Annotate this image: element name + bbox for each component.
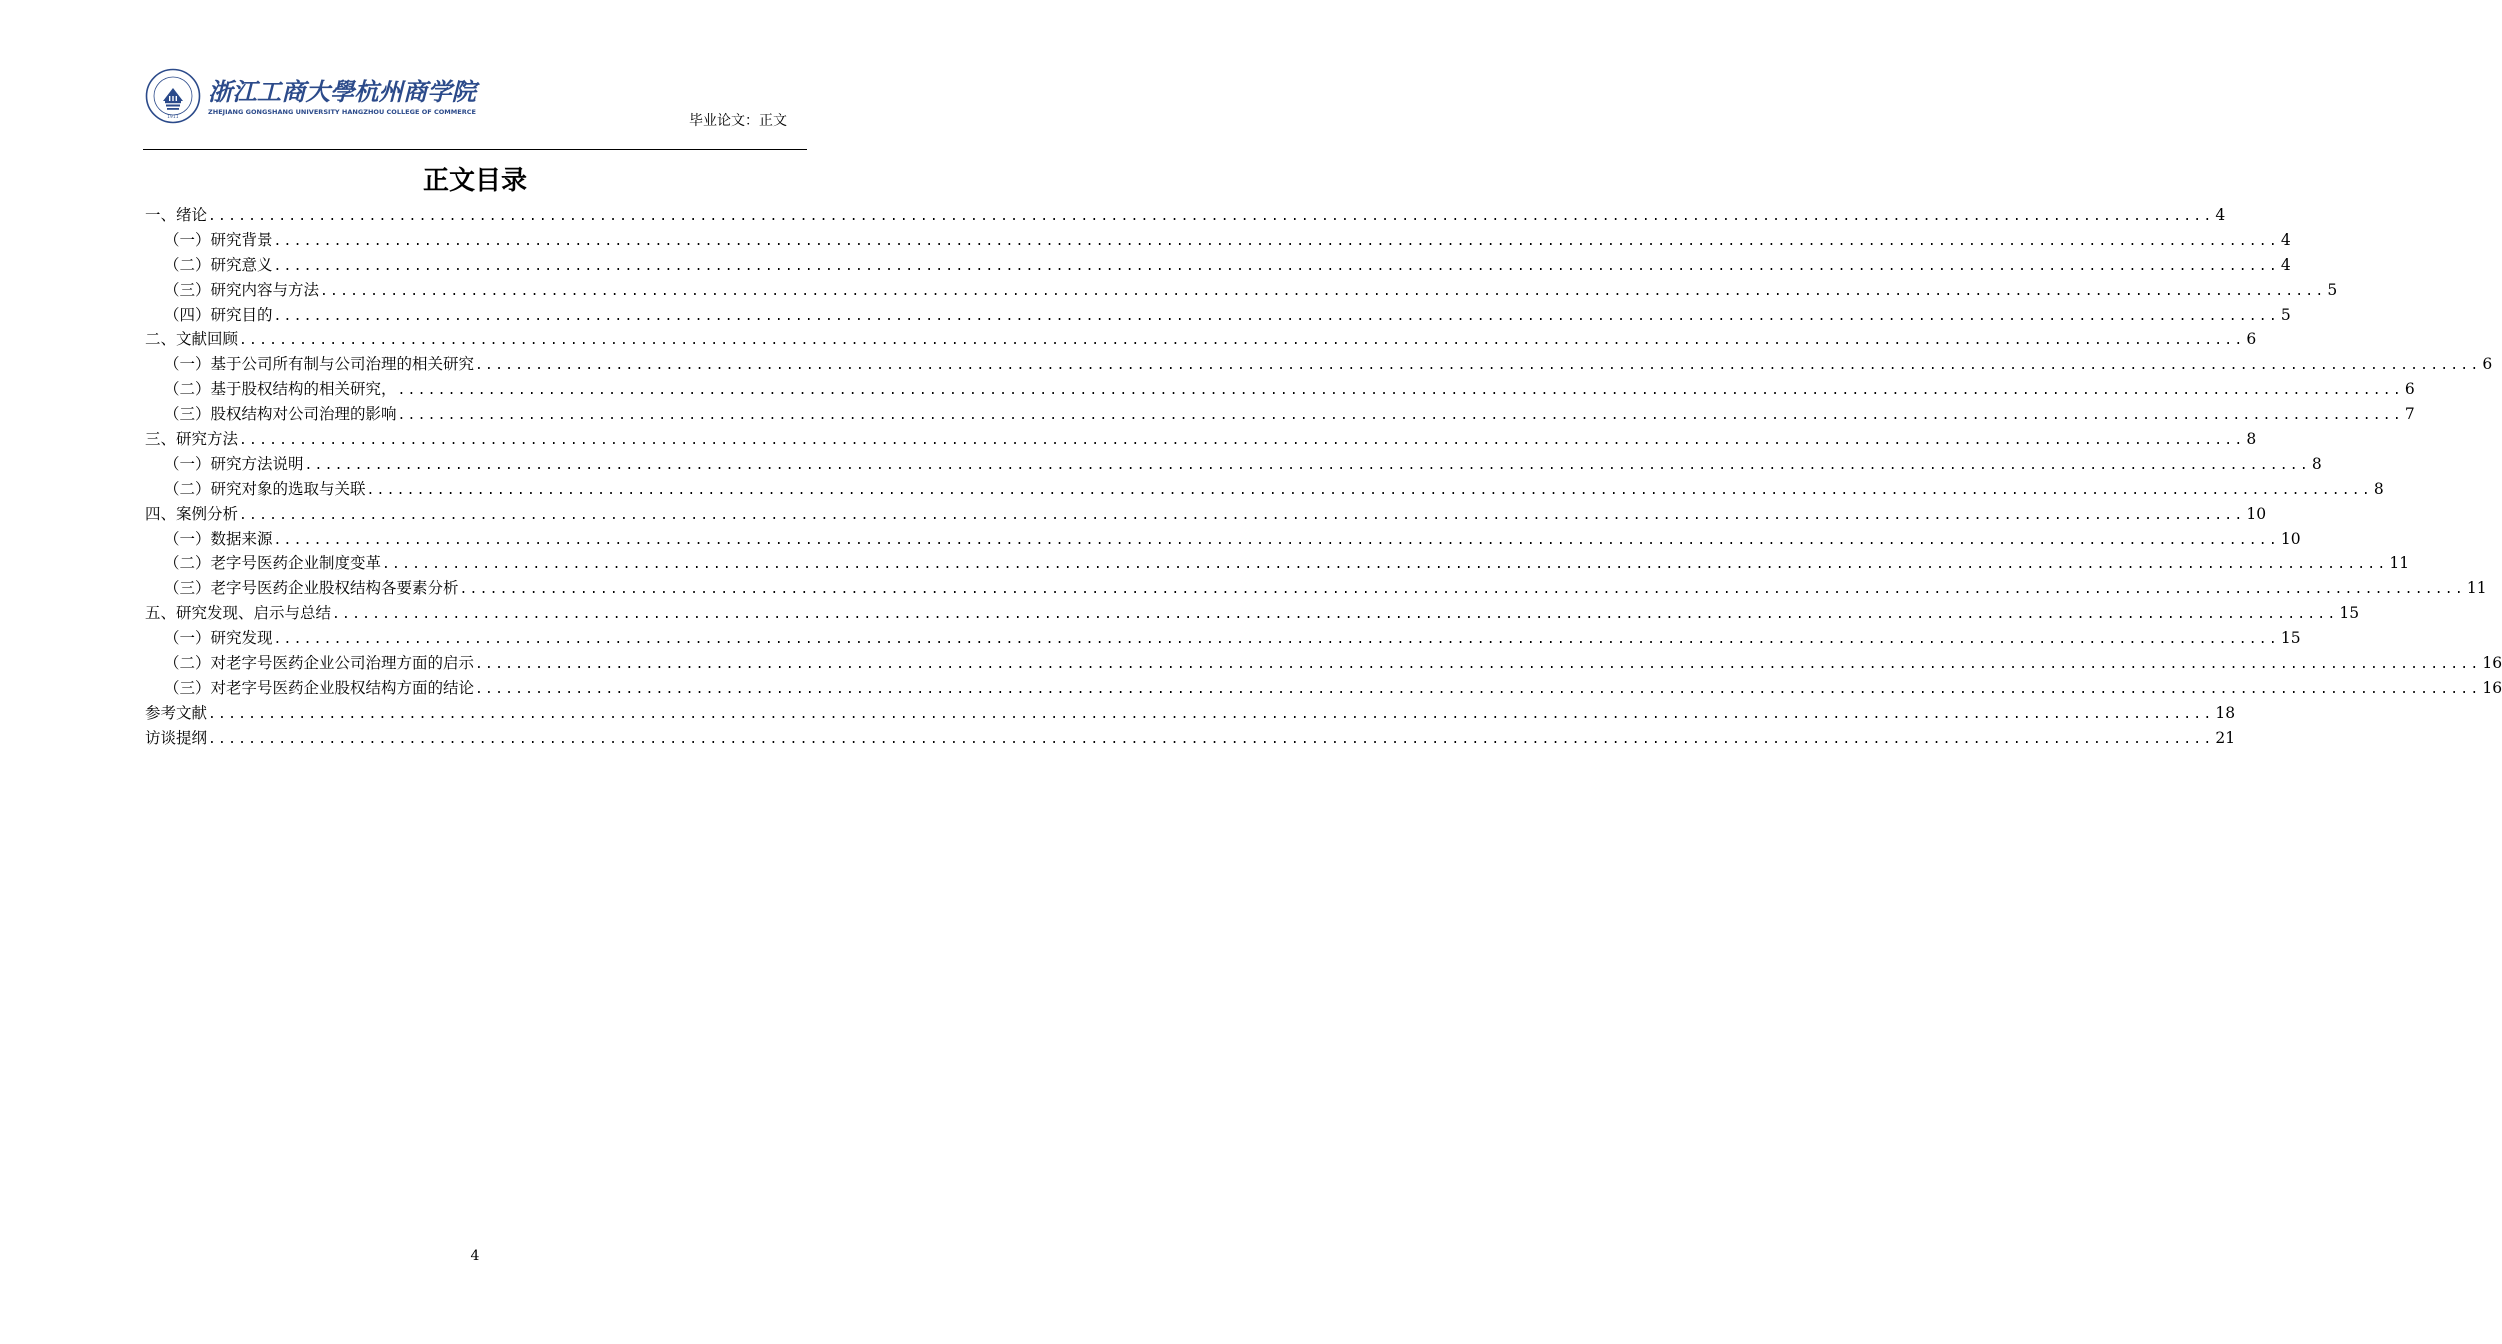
table-of-contents bbox=[145, 203, 2502, 751]
toc-entry[interactable] bbox=[145, 651, 2502, 676]
toc-dot-leader: ........................................................................................................................................................................................................ bbox=[208, 706, 2214, 722]
toc-entry[interactable] bbox=[145, 352, 2493, 377]
header-section-label: 毕业论文：正文 bbox=[689, 113, 787, 129]
toc-entry-page: 15 bbox=[2339, 604, 2360, 623]
toc-entry-title: 二、文献回顾 bbox=[145, 330, 239, 349]
toc-dot-leader: ........................................................................................................................................................................................................ bbox=[273, 632, 2279, 648]
toc-entry-title: （三）对老字号医药企业股权结构方面的结论 bbox=[164, 678, 475, 697]
toc-entry-page: 5 bbox=[2327, 280, 2338, 299]
toc-entry[interactable] bbox=[145, 303, 2291, 328]
toc-entry-title: 一、绪论 bbox=[145, 206, 208, 224]
toc-entry[interactable] bbox=[145, 228, 2291, 253]
toc-entry[interactable] bbox=[145, 551, 2410, 576]
toc-entry-page: 8 bbox=[2373, 479, 2384, 498]
toc-entry[interactable] bbox=[145, 402, 2415, 427]
toc-dot-leader: ........................................................................................................................................................................................................ bbox=[320, 283, 2326, 299]
toc-entry-page: 8 bbox=[2311, 454, 2322, 473]
toc-entry-page: 11 bbox=[2389, 554, 2410, 573]
toc-entry-title: （一）基于公司所有制与公司治理的相关研究 bbox=[164, 355, 475, 374]
toc-entry-title: （二）研究意义 bbox=[164, 255, 273, 274]
toc-entry[interactable] bbox=[145, 203, 2226, 228]
toc-entry[interactable] bbox=[145, 626, 2301, 651]
toc-entry-page: 10 bbox=[2280, 529, 2301, 548]
toc-entry-title: 三、研究方法 bbox=[145, 430, 239, 449]
toc-entry-page: 6 bbox=[2482, 355, 2493, 374]
toc-entry-page: 4 bbox=[2215, 206, 2226, 224]
toc-entry[interactable] bbox=[145, 452, 2322, 477]
toc-entry-page: 16 bbox=[2482, 678, 2502, 697]
toc-entry[interactable] bbox=[145, 601, 2360, 626]
toc-dot-leader: ........................................................................................................................................................................................................ bbox=[208, 731, 2214, 747]
toc-entry[interactable] bbox=[145, 701, 2236, 726]
header-divider bbox=[143, 149, 807, 150]
toc-dot-leader: ........................................................................................................................................................................................................ bbox=[366, 482, 2372, 498]
toc-dot-leader: ........................................................................................................................................................................................................ bbox=[332, 607, 2338, 623]
toc-entry-title: 参考文献 bbox=[145, 703, 208, 722]
svg-text:1911: 1911 bbox=[167, 114, 179, 119]
toc-dot-leader: ........................................................................................................................................................................................................ bbox=[273, 532, 2279, 548]
toc-dot-leader: ........................................................................................................................................................................................................ bbox=[475, 657, 2481, 673]
page-number: 4 bbox=[470, 1248, 480, 1264]
toc-dot-leader: ........................................................................................................................................................................................................ bbox=[397, 383, 2403, 399]
toc-entry[interactable] bbox=[145, 576, 2487, 601]
toc-entry-page: 8 bbox=[2246, 430, 2257, 449]
toc-entry[interactable] bbox=[145, 726, 2236, 751]
toc-entry-title: （一）研究背景 bbox=[164, 230, 273, 249]
logo-english-name: ZHEJIANG GONGSHANG UNIVERSITY HANGZHOU COLLEGE OF COMMERCE bbox=[208, 108, 476, 116]
toc-entry-title: 访谈提纲 bbox=[145, 728, 208, 747]
toc-dot-leader: ........................................................................................................................................................................................................ bbox=[273, 308, 2279, 324]
toc-entry-title: （二）基于股权结构的相关研究， bbox=[164, 380, 397, 399]
logo-chinese-name: 浙江工商大學杭州商学院 bbox=[208, 77, 481, 106]
toc-entry[interactable] bbox=[145, 253, 2291, 278]
toc-entry[interactable] bbox=[145, 278, 2338, 303]
toc-dot-leader: ........................................................................................................................................................................................................ bbox=[273, 258, 2279, 274]
toc-entry-title: （二）对老字号医药企业公司治理方面的启示 bbox=[164, 654, 475, 673]
toc-entry-title: （一）研究方法说明 bbox=[164, 454, 304, 473]
toc-entry[interactable] bbox=[145, 377, 2415, 402]
toc-entry-title: （一）数据来源 bbox=[164, 529, 273, 548]
toc-entry-page: 5 bbox=[2280, 305, 2291, 324]
toc-dot-leader: ........................................................................................................................................................................................................ bbox=[475, 681, 2481, 697]
toc-entry[interactable] bbox=[145, 676, 2502, 701]
toc-entry[interactable] bbox=[145, 502, 2267, 527]
toc-entry-title: （四）研究目的 bbox=[164, 305, 273, 324]
toc-dot-leader: ........................................................................................................................................................................................................ bbox=[273, 233, 2279, 249]
toc-entry-title: （三）研究内容与方法 bbox=[164, 280, 320, 299]
university-logo bbox=[145, 68, 480, 124]
toc-entry[interactable] bbox=[145, 527, 2301, 552]
toc-entry-page: 6 bbox=[2404, 380, 2415, 399]
toc-dot-leader: ........................................................................................................................................................................................................ bbox=[475, 358, 2481, 374]
toc-entry[interactable] bbox=[145, 427, 2257, 452]
toc-entry-title: （三）老字号医药企业股权结构各要素分析 bbox=[164, 579, 459, 598]
toc-entry[interactable] bbox=[145, 477, 2384, 502]
toc-entry-title: （三）股权结构对公司治理的影响 bbox=[164, 405, 397, 424]
toc-entry-page: 7 bbox=[2404, 405, 2415, 424]
toc-dot-leader: ........................................................................................................................................................................................................ bbox=[304, 457, 2310, 473]
toc-entry-title: 五、研究发现、启示与总结 bbox=[145, 604, 332, 623]
toc-entry-page: 4 bbox=[2280, 255, 2291, 274]
toc-entry-page: 15 bbox=[2280, 629, 2301, 648]
page-title: 正文目录 bbox=[422, 166, 527, 196]
toc-dot-leader: ........................................................................................................................................................................................................ bbox=[208, 209, 2214, 224]
toc-dot-leader: ........................................................................................................................................................................................................ bbox=[239, 507, 2245, 523]
toc-entry-page: 21 bbox=[2215, 728, 2236, 747]
toc-dot-leader: ........................................................................................................................................................................................................ bbox=[239, 333, 2245, 349]
toc-dot-leader: ........................................................................................................................................................................................................ bbox=[382, 557, 2388, 573]
toc-dot-leader: ........................................................................................................................................................................................................ bbox=[459, 582, 2465, 598]
toc-entry-title: （一）研究发现 bbox=[164, 629, 273, 648]
toc-dot-leader: ........................................................................................................................................................................................................ bbox=[397, 408, 2403, 424]
toc-entry[interactable] bbox=[145, 327, 2257, 352]
toc-entry-page: 11 bbox=[2466, 579, 2487, 598]
toc-entry-title: （二）研究对象的选取与关联 bbox=[164, 479, 366, 498]
toc-entry-page: 18 bbox=[2215, 703, 2236, 722]
toc-entry-title: （二）老字号医药企业制度变革 bbox=[164, 554, 382, 573]
toc-entry-page: 16 bbox=[2482, 654, 2502, 673]
toc-entry-page: 10 bbox=[2246, 504, 2267, 523]
toc-entry-page: 4 bbox=[2280, 230, 2291, 249]
toc-entry-title: 四、案例分析 bbox=[145, 504, 239, 523]
toc-dot-leader: ........................................................................................................................................................................................................ bbox=[239, 433, 2245, 449]
seal-emblem-icon bbox=[147, 70, 200, 123]
toc-entry-page: 6 bbox=[2246, 330, 2257, 349]
